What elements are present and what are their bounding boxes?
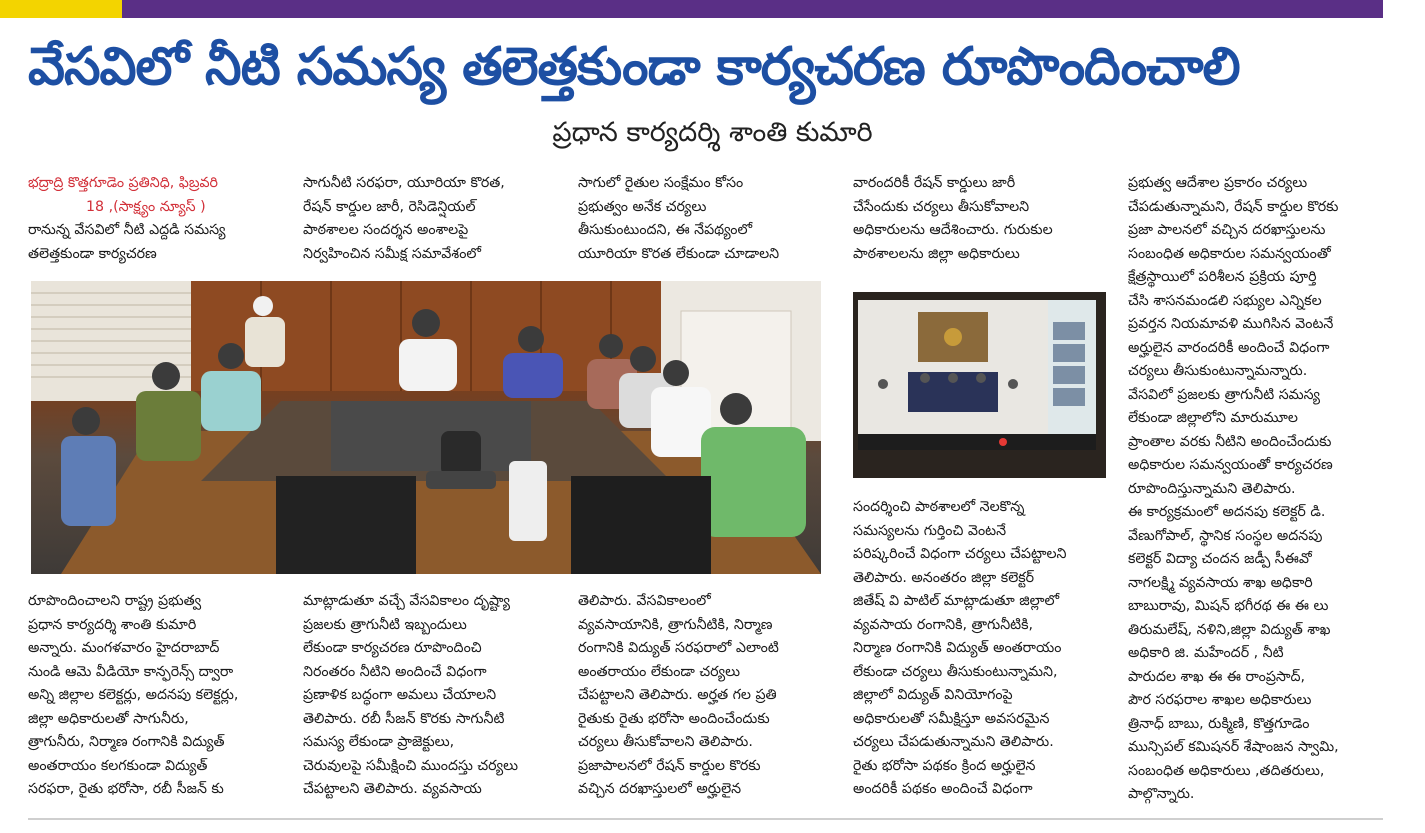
body-line: మాట్లాడుతూ వచ్చే వేసవికాలం దృష్ట్యా [303,593,511,609]
body-line: లేకుండా జిల్లాలోని మారుమూల [1128,410,1298,426]
body-line: అర్హులైన వారందరికీ అందించే విధంగా [1128,339,1330,356]
body-line: సమస్య లేకుండా ప్రాజెక్టులు, [303,734,455,750]
column-5 [1128,172,1380,807]
body-line: అధికారి జి. మహేందర్ , నీటి [1128,645,1284,661]
body-line: చేపట్టాలని తెలిపారు. అర్హత గల ప్రతి [578,687,777,703]
body-line: పాల్గొన్నారు. [1128,786,1195,802]
body-line: పౌర సరఫరాల శాఖల అధికారులు [1128,692,1312,708]
body-line: అధికారులను ఆదేశించారు. గురుకుల [853,222,1053,238]
column-3-top [578,172,828,266]
body-line: ప్రాంతాల వరకు నీటిని అందించేందుకు [1128,433,1332,450]
body-line: ప్రభుత్వం అనేక చర్యలు [578,198,707,215]
body-line: ప్రజాపాలనలో రేషన్ కార్డుల కొరకు [578,757,761,774]
body-line: చర్యలు తీసుకోవాలని తెలిపారు. [578,734,753,750]
dateline-line: 18 ,(సాక్ష్యం న్యూస్ ) [86,198,206,215]
body-line: చేసి శాసనమండలి సభ్యుల ఎన్నికల [1128,292,1322,309]
body-line: చేసేందుకు చర్యలు తీసుకోవాలని [853,198,1030,215]
body-line: నుండి ఆమె వీడియో కాన్ఫరెన్స్ ద్వారా [28,663,234,680]
body-line: జిల్లాలో విద్యుత్ వినియోగంపై [853,687,1013,703]
article-subheadline: ప్రధాన కార్యదర్శి శాంతి కుమారి [552,117,873,148]
body-line: ప్రవర్తన నియమావళి ముగిసిన వెంటనే [1128,316,1334,332]
article-headline: వేసవిలో నీటి సమస్య తలెత్తకుండా కార్యచరణ రూపొందించాలి [28,37,1240,97]
column-2-bottom [303,590,559,802]
body-line: అన్నారు. మంగళవారం హైదరాబాద్ [28,640,220,656]
body-line: రైతు భరోసా పథకం క్రింద అర్హులైన [853,757,1036,774]
body-line: పారుదల శాఖ ఈ ఈ రాంప్రసాద్, [1128,668,1306,685]
body-line: చర్యలు చేపడుతున్నామని తెలిపారు. [853,734,1054,750]
column-3-bottom [578,590,834,802]
body-line: తలెత్తకుండా కార్యచరణ [28,245,157,262]
body-line: సాగునీటి సరఫరా, యూరియా కొరత, [303,175,505,191]
body-line: రైతుకు రైతు భరోసా అందించేందుకు [578,710,770,727]
column-2-top [303,172,553,266]
body-line: అన్ని జిల్లాల కలెక్టర్లు, అదనపు కలెక్టర్లు, [28,687,239,703]
meeting-photo-illustration [31,281,821,574]
video-conference-illustration [853,292,1106,478]
body-line: కలెక్టర్ విద్యా చందన జడ్పీ సీఈవో [1128,551,1312,567]
body-line: అందరికీ పథకం అందించే విధంగా [853,781,1033,797]
body-line: బాబురావు, మిషన్ భగీరథ ఈ ఈ లు [1128,598,1329,614]
body-line: తిరుమలేష్, నళిని,జిల్లా విద్యుత్ శాఖ [1128,621,1331,638]
body-line: లేకుండా చర్యలు తీసుకుంటున్నామని, [853,663,1058,680]
body-line: సందర్శించి పాఠశాలలో నెలకొన్న [853,499,1025,515]
body-line: చేపట్టాలని తెలిపారు. వ్యవసాయ [303,781,482,797]
body-line: వారందరికీ రేషన్ కార్డులు జారీ [853,175,1016,191]
dateline-line: భద్రాద్రి కొత్తగూడెం ప్రతినిధి, ఫిబ్రవరి [28,175,218,191]
body-line: రూపొందించాలని రాష్ట్ర ప్రభుత్వ [28,593,202,609]
body-line: తెలిపారు. వేసవికాలంలో [578,593,711,609]
body-line: నాగలక్ష్మి వ్యవసాయ శాఖ అధికారి [1128,574,1313,591]
body-line: వేణుగోపాల్, స్థానిక సంస్థల అదనపు [1128,527,1323,544]
header-band [0,0,1383,18]
body-line: వేసవిలో ప్రజలకు త్రాగునీటి సమస్య [1128,386,1320,403]
body-line: ప్రభుత్వ ఆదేశాల ప్రకారం చర్యలు [1128,175,1308,191]
body-line: రూపొందిస్తున్నామని తెలిపారు. [1128,480,1296,497]
body-line: యూరియా కొరత లేకుండా చూడాలని [578,245,780,262]
body-line: లేకుండా కార్యచరణ రూపొందించి [303,640,482,656]
body-line: చెరువులపై సమీక్షించి ముందస్తు చర్యలు [303,757,519,774]
body-line: త్రాగునీరు, నిర్మాణ రంగానికి విద్యుత్ [28,734,225,750]
header-accent [0,0,122,18]
body-line: రంగానికి విద్యుత్ సరఫరాలో ఎలాంటి [578,640,779,656]
body-line: అధికారులతో సమీక్షిస్తూ అవసరమైన [853,710,1050,727]
body-line: అంతరాయం లేకుండా చర్యలు [578,663,741,680]
video-conference-photo [853,292,1106,478]
body-line: వచ్చిన దరఖాస్తులలో అర్హులైన [578,781,742,797]
body-line: వ్యవసాయానికి, త్రాగునీటికి, నిర్మాణ [578,616,773,633]
body-line: నిర్వహించిన సమీక్ష సమావేశంలో [303,245,481,262]
column-4-middle [853,496,1105,802]
body-line: ప్రధాన కార్యదర్శి శాంతి కుమారి [28,616,197,633]
meeting-photo [31,281,821,574]
body-line: పాఠశాలల సందర్శన అంశాలపై [303,222,469,238]
body-line: జితేష్ వి పాటిల్ మాట్లాడుతూ జిల్లాలో [853,593,1060,609]
column-1-top [28,172,278,266]
body-line: రానున్న వేసవిలో నీటి ఎద్దడి సమస్య [28,222,226,238]
body-line: చేపడుతున్నామని, రేషన్ కార్డుల కొరకు [1128,198,1339,215]
body-line: జిల్లా అధికారులతో సాగునీరు, [28,710,189,727]
body-line: నిర్మాణ రంగానికి విద్యుత్ అంతరాయం [853,640,1062,656]
body-line: ప్రజలకు త్రాగునీటి ఇబ్బందులు [303,616,467,633]
body-line: వ్యవసాయ రంగానికి, త్రాగునీటికి, [853,616,1034,633]
body-line: చర్యలు తీసుకుంటున్నామన్నారు. [1128,363,1308,379]
body-line: తీసుకుంటుందని, ఈ నేపథ్యంలో [578,222,753,238]
body-line: రేషన్ కార్డుల జారీ, రెసిడెన్షియల్ [303,198,476,215]
body-line: ప్రణాళిక బద్ధంగా అమలు చేయాలని [303,687,497,703]
body-line: తెలిపారు. అనంతరం జిల్లా కలెక్టర్ [853,569,1035,586]
body-line: ఈ కార్యక్రమంలో అదనపు కలెక్టర్ డి. [1128,504,1326,520]
body-line: పరిష్కరించే విధంగా చర్యలు చేపట్టాలని [853,546,1067,562]
body-line: ప్రజా పాలనలో వచ్చిన దరఖాస్తులను [1128,222,1326,238]
body-line: సమస్యలను గుర్తించి వెంటనే [853,522,1007,539]
body-line: అధికారుల సమన్వయంతో కార్యచరణ [1128,457,1333,473]
body-line: సంబంధిత అధికారులు ,తదితరులు, [1128,762,1325,779]
body-line: సరఫరా, రైతు భరోసా, రబీ సీజన్ కు [28,781,224,797]
column-4-top [853,172,1105,266]
body-line: క్షేత్రస్థాయిలో పరిశీలన ప్రక్రియ పూర్తి [1128,269,1317,285]
body-line: నిరంతరం నీటిని అందించే విధంగా [303,663,487,680]
column-1-bottom [28,590,280,802]
body-line: పాఠశాలలను జిల్లా అధికారులు [853,245,1020,262]
body-line: సాగులో రైతుల సంక్షేమం కోసం [578,175,744,191]
bottom-rule [28,818,1383,820]
body-line: త్రినాధ్ బాబు, రుక్మిణి, కొత్తగూడెం [1128,715,1310,732]
body-line: మున్సిపల్ కమిషనర్ శేషాంజన స్వామి, [1128,739,1339,755]
body-line: తెలిపారు. రబీ సీజన్ కొరకు సాగునీటి [303,710,505,727]
body-line: సంబంధిత అధికారుల సమన్వయంతో [1128,245,1331,262]
body-line: అంతరాయం కలగకుండా విద్యుత్ [28,757,208,774]
